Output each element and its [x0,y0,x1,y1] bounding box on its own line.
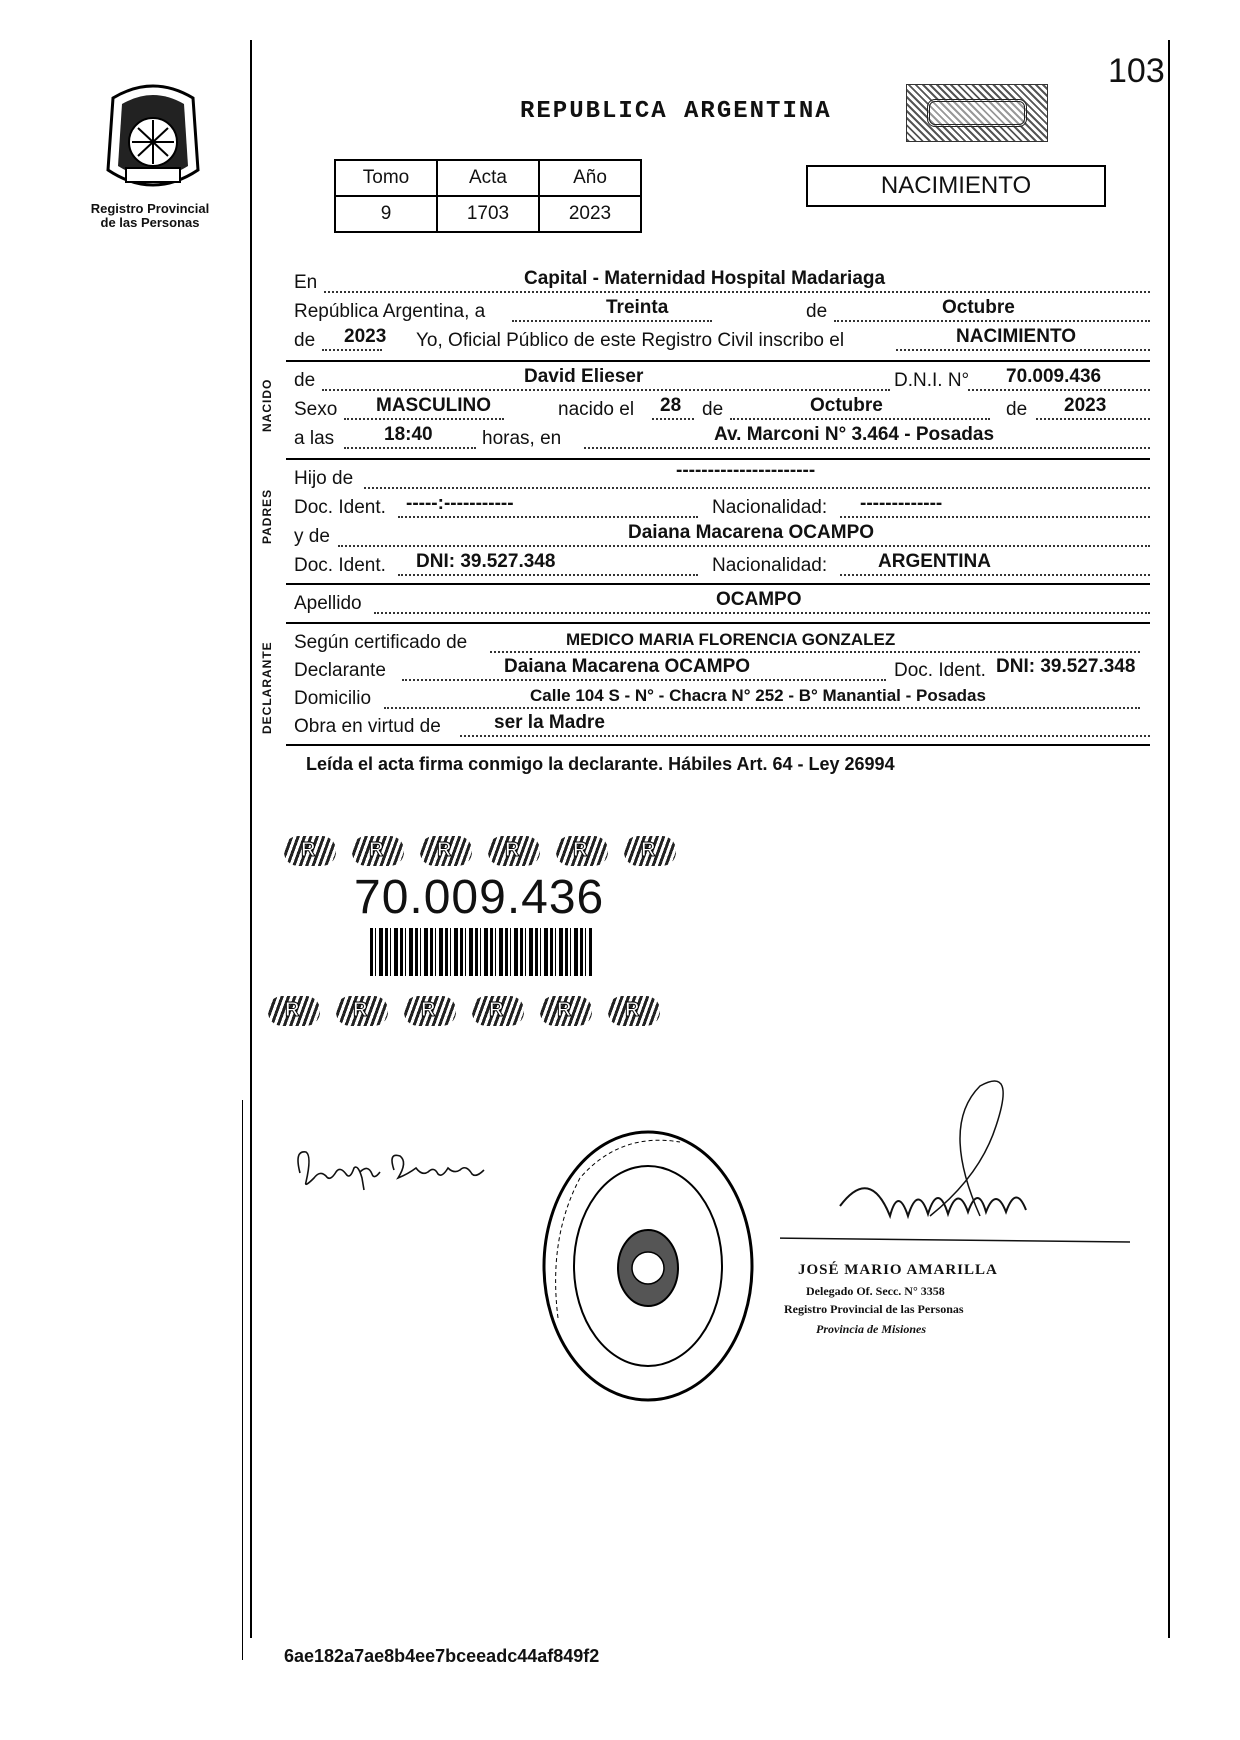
sex-value: MASCULINO [376,395,492,416]
left-margin-line [250,40,252,1638]
birth-de-label-1: de [702,399,724,420]
father-doc-label: Doc. Ident. [294,497,386,518]
de-label-2: de [294,330,316,351]
republica-label: República Argentina, a [294,301,486,322]
page-number: 103 [1108,52,1165,90]
official-seal [540,1128,756,1404]
rule-nacido-top [286,360,1150,362]
closing-statement: Leída el acta firma conmigo la declarante. Hábiles Art. 64 - Ley 26994 [306,754,895,774]
declarante-doc-value: DNI: 39.527.348 [996,656,1136,677]
mother-doc-value: DNI: 39.527.348 [416,551,556,572]
obra-label: Obra en virtud de [294,716,441,737]
place-value: Capital - Maternidad Hospital Madariaga [524,268,886,289]
act-type-value: NACIMIENTO [956,326,1076,347]
row-child-sex [294,397,1150,423]
certificate-value: MEDICO MARIA FLORENCIA GONZALEZ [566,630,896,649]
day-words-value: Treinta [606,297,669,318]
row-capacity [294,714,1150,740]
horas-label: horas, en [482,428,562,449]
de-label-1: de [806,301,828,322]
father-doc-value: -----:----------- [406,493,514,514]
left-margin-line-secondary [242,1100,243,1660]
oficial-text: Yo, Oficial Público de este Registro Civil inscribo el [416,330,845,351]
register-value-tomo: 9 [335,196,437,232]
father-nationality-value: ------------- [860,493,943,514]
register-header-ano: Año [539,160,641,196]
child-de-label: de [294,370,316,391]
registry-logo-strip-bottom [268,996,728,1030]
register-table [334,159,642,233]
address-value: Calle 104 S - N° - Chacra N° 252 - B° Manantial - Posadas [530,686,986,705]
mother-doc-label: Doc. Ident. [294,555,386,576]
section-label-nacido: NACIDO [260,378,274,432]
right-margin-line [1168,40,1170,1638]
row-mother [294,524,1150,550]
registry-caption: Registro Provincial de las Personas [90,201,210,230]
document-hash: 6ae182a7ae8b4ee7bceeadc44af849f2 [284,1646,600,1666]
row-birth-time [294,426,1150,452]
row-year [294,328,1150,354]
nacido-el-label: nacido el [558,399,635,420]
birth-year-value: 2023 [1064,395,1107,416]
row-mother-doc [294,553,1150,579]
mother-nationality-value: ARGENTINA [878,551,991,572]
mother-nationality-label: Nacionalidad: [712,555,828,576]
dni-label: D.N.I. N° [894,370,970,391]
capacity-value: ser la Madre [494,712,605,733]
country-title: REPUBLICA ARGENTINA [520,98,832,125]
birth-place-value: Av. Marconi N° 3.464 - Posadas [714,424,995,445]
segun-label: Según certificado de [294,632,468,653]
y-de-label: y de [294,526,330,547]
sexo-label: Sexo [294,399,338,420]
rule-declarante-bottom [286,744,1150,746]
row-father-doc [294,495,1150,521]
row-certificate [294,630,1150,656]
official-province: Provincia de Misiones [816,1322,926,1336]
row-surname [294,591,1150,617]
register-value-acta: 1703 [437,196,539,232]
month-value: Octubre [942,297,1015,318]
rule-apellido-top [286,583,1150,585]
year-value: 2023 [344,326,387,347]
row-address [294,686,1150,712]
security-stamp [906,84,1048,142]
a-las-label: a las [294,428,335,449]
register-value-ano: 2023 [539,196,641,232]
hijo-de-label: Hijo de [294,468,354,489]
row-declarante [294,658,1150,684]
row-child-name [294,368,1150,394]
register-header-tomo: Tomo [335,160,437,196]
surname-value: OCAMPO [716,589,802,610]
birth-month-value: Octubre [810,395,883,416]
declarante-doc-label: Doc. Ident. [894,660,986,681]
father-nationality-label: Nacionalidad: [712,497,828,518]
record-type-box: NACIMIENTO [806,165,1106,207]
time-value: 18:40 [384,424,433,445]
mother-name-value: Daiana Macarena OCAMPO [628,522,875,543]
row-place [294,270,1150,296]
child-dni-value: 70.009.436 [1006,366,1102,387]
row-father [294,460,1150,492]
birth-day-value: 28 [660,395,682,416]
en-label: En [294,272,318,293]
rule-declarante-top [286,622,1150,624]
barcode [370,928,592,976]
apellido-label: Apellido [294,593,362,614]
official-role: Delegado Of. Secc. N° 3358 [806,1284,945,1298]
domicilio-label: Domicilio [294,688,372,709]
row-date [294,299,1150,325]
official-name: JOSÉ MARIO AMARILLA [798,1262,998,1278]
official-office: Registro Provincial de las Personas [784,1302,964,1316]
father-name-value: ---------------------- [676,460,816,481]
register-header-acta: Acta [437,160,539,196]
birth-de-label-2: de [1006,399,1028,420]
child-name-value: David Elieser [524,366,644,387]
section-label-declarante: DECLARANTE [260,641,274,734]
section-label-padres: PADRES [260,488,274,544]
sticker-number: 70.009.436 [354,871,605,924]
declarante-signature [290,1138,510,1203]
declarante-label: Declarante [294,660,386,681]
declarante-name-value: Daiana Macarena OCAMPO [504,656,751,677]
